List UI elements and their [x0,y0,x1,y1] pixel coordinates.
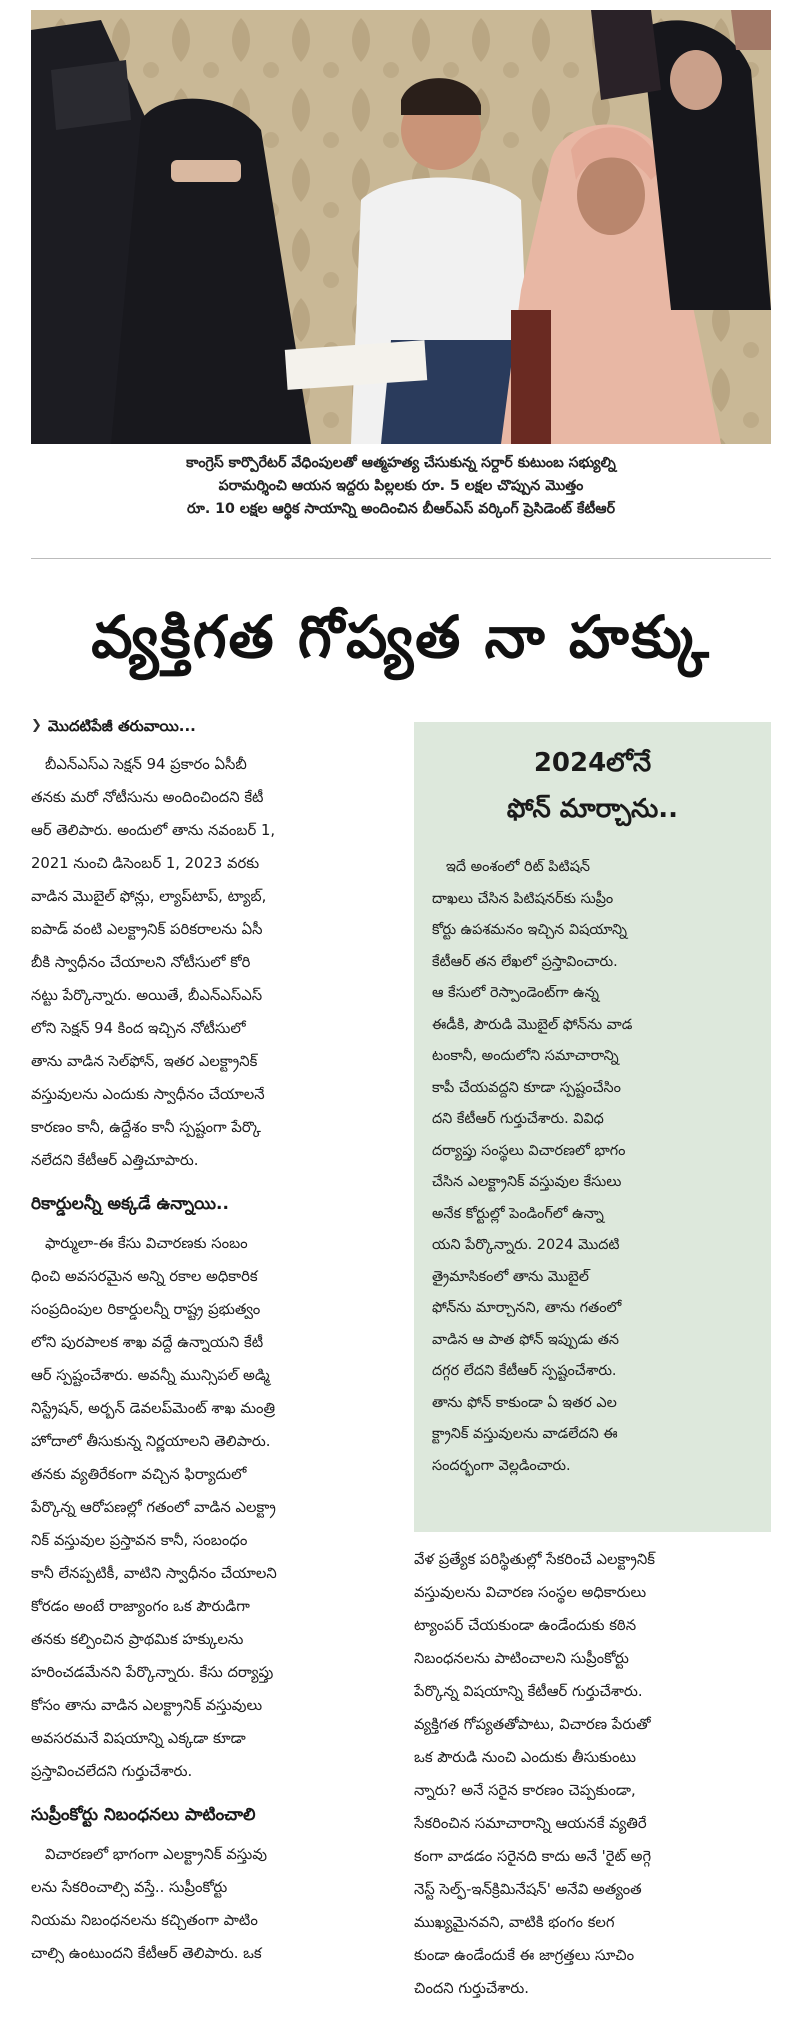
news-photo [31,10,771,444]
subheading-records: రికార్డులన్నీ అక్కడే ఉన్నాయి.. [31,1194,229,1214]
text-line: నిక్ వస్తువుల ప్రస్తావన కానీ, సంబంధం [31,1532,248,1549]
paragraph-4 [414,1543,771,2005]
text-line: దగ్గర లేదని కేటీఆర్ స్పష్టంచేశారు. [432,1363,617,1379]
text-line: నిబంధనలను పాటించాలని సుప్రీంకోర్టు [414,1650,629,1667]
text-line: కోర్టు ఉపశమనం ఇచ్చిన విషయాన్ని [432,922,628,938]
text-line: ముఖ్యమైనవని, వాటికి భంగం కలగ [414,1914,615,1931]
text-line: వస్తువులను విచారణ సంస్థల అధికారులు [414,1584,647,1601]
text-line: నియమ నిబంధనలను కచ్చితంగా పాటిం [31,1912,258,1929]
text-line: కాపీ చేయవద్దని కూడా స్పష్టంచేసిం [432,1079,621,1096]
text-line: ఫోన్‌ను మార్చానని, తాను గతంలో [432,1300,622,1316]
text-line: నలేదని కేటీఆర్ ఎత్తిచూపారు. [31,1152,199,1169]
text-line: ఆ కేసులో రెస్పాండెంట్‌గా ఉన్న [432,985,600,1001]
text-line: ఐపాడ్ వంటి ఎలక్ట్రానిక్ పరికరాలను ఏసీ [31,921,263,938]
caption-line-2: పరామర్శించి ఆయన ఇద్దరు పిల్లలకు రూ. 5 లక్షల చొప్పున మొత్తం [218,478,584,494]
text-line: చిందని గుర్తుచేశారు. [414,1980,529,1997]
paragraph-3 [31,1838,403,1970]
text-line: 2021 నుంచి డిసెంబర్ 1, 2023 వరకు [31,855,260,872]
text-line: సేకరించిన సమాచారాన్ని ఆయనకే వ్యతిరే [414,1815,647,1832]
text-line: సందర్భంగా వెల్లడించారు. [432,1457,571,1474]
box-body [432,852,753,1482]
text-line: కారణం కానీ, ఉద్దేశం కానీ స్పష్టంగా పేర్కొ [31,1119,261,1136]
text-line: బీకి స్వాధీనం చేయాలని నోటీసులో కోరి [31,954,251,971]
paragraph-1 [31,748,403,1177]
text-line: కోరడం అంటే రాజ్యాంగం ఒక పౌరుడిగా [31,1598,250,1615]
text-line: పేర్కొన్న ఆరోపణల్లో గతంలో వాడిన ఎలక్ట్రా [31,1499,276,1516]
text-line: వాడిన ఆ పాత ఫోన్ ఇప్పుడు తన [432,1331,620,1348]
text-line: ఆర్ స్పష్టంచేశారు. అవన్నీ మున్సిపల్ అడ్మి [31,1367,270,1384]
text-line: తాను వాడిన సెల్‌ఫోన్, ఇతర ఎలక్ట్రానిక్ [31,1053,258,1070]
text-line: తనకు మరో నోటీసును అందించిందని కేటీ [31,789,264,806]
text-line: విచారణలో భాగంగా ఎలక్ట్రానిక్ వస్తువు [45,1846,268,1863]
text-line: ఫార్ములా-ఈ కేసు విచారణకు సంబం [45,1235,248,1252]
text-line: క్ట్రానిక్ వస్తువులను వాడలేదని ఈ [432,1426,618,1442]
jump-indicator [31,712,403,740]
headline: వ్యక్తిగత గోప్యత నా హక్కు [91,603,711,671]
box-title-line-2: ఫోన్ మార్చాను.. [506,794,679,824]
photo-illustration [31,10,771,444]
text-line: త్రైమాసికంలో తాను మొబైల్ [432,1268,589,1285]
divider [31,558,771,559]
text-line: న్నారు? అనే సరైన కారణం చెప్పకుండా, [414,1782,636,1799]
text-line: నిస్ట్రేషన్, అర్బన్ డెవలప్‌మెంట్ శాఖ మంత్రి [31,1400,276,1417]
chevron-right-icon: ❯ [31,718,42,733]
caption-line-1: కాంగ్రెస్ కార్పొరేటర్ వేధింపులతో ఆత్మహత్య చేసుకున్న సర్దార్ కుటుంబ సభ్యుల్ని [186,455,616,471]
text-line: వ్యక్తిగత గోప్యతతోపాటు, విచారణ పేరుతో [414,1716,651,1733]
text-line: టంకానీ, అందులోని సమాచారాన్ని [432,1048,619,1064]
text-line: చాల్సి ఉంటుందని కేటీఆర్ తెలిపారు. ఒక [31,1945,262,1962]
text-line: వాడిన మొబైల్ ఫోన్లు, ల్యాప్‌టాప్, ట్యాబ్, [31,888,267,905]
text-line: కుండా ఉండేందుకే ఈ జాగ్రత్తలు సూచిం [414,1947,635,1964]
text-line: తనకు వ్యతిరేకంగా వచ్చిన ఫిర్యాదులో [31,1466,247,1483]
text-line: యని పేర్కొన్నారు. 2024 మొదటి [432,1237,620,1253]
box-title-line-1: 2024లోనే [533,748,652,778]
photo-caption [31,452,771,521]
text-line: లోని పురపాలక శాఖ వద్దే ఉన్నాయని కేటీ [31,1334,264,1351]
text-line: బీఎన్ఎస్ఎ సెక్షన్ 94 ప్రకారం ఏసీబీ [45,756,247,773]
text-line: హరించడమేనని పేర్కొన్నారు. కేసు దర్యాప్తు [31,1664,274,1681]
text-line: లను సేకరించాల్సి వస్తే.. సుప్రీంకోర్టు [31,1879,228,1896]
text-line: దర్యాప్తు సంస్థలు విచారణలో భాగం [432,1142,626,1159]
text-line: కానీ లేనప్పటికీ, వాటిని స్వాధీనం చేయాలని [31,1565,277,1582]
text-line: ఇదే అంశంలో రిట్ పిటిషన్ [446,859,590,875]
text-line: కంగా వాడడం సరైనది కాదు అనే 'రైట్ అగ్గె [414,1848,652,1865]
text-line: అవసరమనే విషయాన్ని ఎక్కడా కూడా [31,1730,246,1747]
text-line: పేర్కొన్న విషయాన్ని కేటీఆర్ గుర్తుచేశారు. [414,1683,643,1700]
text-line: ధించి అవసరమైన అన్ని రకాల అధికారిక [31,1268,258,1285]
text-line: దని కేటీఆర్ గుర్తుచేశారు. వివిధ [432,1111,604,1127]
text-line: చేసిన ఎలక్ట్రానిక్ వస్తువుల కేసులు [432,1174,622,1190]
text-line: కోసం తాను వాడిన ఎలక్ట్రానిక్ వస్తువులు [31,1697,263,1714]
text-line: కేటీఆర్ తన లేఖలో ప్రస్తావించారు. [432,953,618,970]
text-line: ఆర్ తెలిపారు. అందులో తాను నవంబర్ 1, [31,822,276,839]
text-line: వస్తువులను ఎందుకు స్వాధీనం చేయాలనే [31,1086,265,1103]
text-line: దాఖలు చేసిన పిటిషనర్‌కు సుప్రీం [432,890,614,907]
text-line: నెస్ట్ సెల్ఫ్-ఇన్‌క్రిమినేషన్' అనేవి అత్యంత [414,1881,642,1898]
text-line: నట్టు పేర్కొన్నారు. అయితే, బీఎన్ఎస్ఎస్ [31,987,263,1004]
text-line: లోని సెక్షన్ 94 కింద ఇచ్చిన నోటీసులో [31,1020,246,1037]
text-line: అనేక కోర్టుల్లో పెండింగ్‌లో ఉన్నా [432,1205,604,1222]
text-line: సంప్రదింపుల రికార్డులన్నీ రాష్ట్ర ప్రభుత్వం [31,1301,261,1318]
text-line: ఒక పౌరుడి నుంచి ఎందుకు తీసుకుంటు [414,1749,637,1766]
text-line: ప్రస్తావించలేదని గుర్తుచేశారు. [31,1763,193,1780]
subheading-supreme-court: సుప్రీంకోర్టు నిబంధనలు పాటించాలి [31,1805,256,1825]
caption-line-3: రూ. 10 లక్షల ఆర్థిక సాయాన్ని అందించిన బీఆర్‌ఎస్ వర్కింగ్ ప్రెసిడెంట్ కేటీఆర్ [186,501,616,517]
paragraph-2 [31,1227,403,1788]
sidebar-box [414,722,771,1532]
right-column-continuation [414,1543,771,2005]
text-line: ట్యాంపర్ చేయకుండా ఉండేందుకు కఠిన [414,1617,637,1634]
text-line: తనకు కల్పించిన ప్రాథమిక హక్కులను [31,1631,244,1648]
text-line: హోదాలో తీసుకున్న నిర్ణయాలని తెలిపారు. [31,1433,271,1450]
jump-label: మొదటిపేజీ తరువాయి... [47,717,196,735]
text-line: ఈడీకి, పౌరుడి మొబైల్ ఫోన్‌ను వాడ [432,1016,633,1033]
text-line: తాను ఫోన్ కాకుండా ఏ ఇతర ఎల [432,1394,617,1411]
text-line: వేళ ప్రత్యేక పరిస్థితుల్లో సేకరించే ఎలక్ట్రానిక్ [414,1551,655,1568]
left-column [31,712,403,1970]
